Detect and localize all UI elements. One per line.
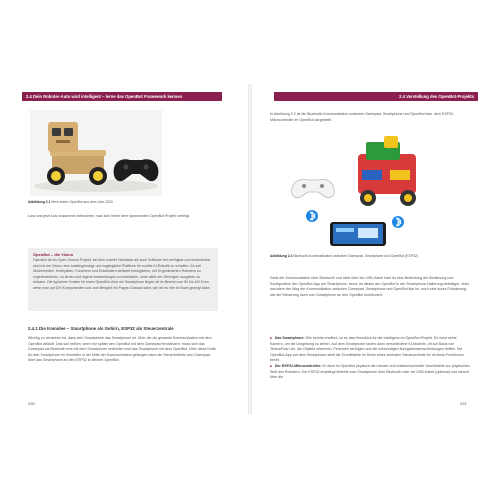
section-heading: 2.4.1 Die Komidee – Smartphone als Gehirn, ESP32 als Steuerzentrale [28, 326, 174, 331]
left-page [0, 84, 248, 414]
infobox-title: OpenBot – die Vision [33, 252, 74, 257]
bullet-text: Er dient im OpenBot physisch als robuste und reaktionsschnelle Schnittstelle zur physischen Welt des Roboters. Der ESP32 empfängt Befehle vom Smartphone über Bluetooth oder ein USB-Kabel (optional) und steuert über die [270, 363, 470, 380]
page-number-left: 290 [28, 401, 35, 406]
openbot-photo [30, 110, 162, 196]
figure-2-1-caption [28, 200, 218, 205]
left-page-header: 2.4 Dein Roboter-Auto wird intelligent – lerne das OpenBot Framework kennen [22, 92, 222, 101]
intro-paragraph: Lass uns jetzt kurz zusammen betrachten, was sich hinter dem spannenden OpenBot Projekt verbirgt. [28, 214, 191, 218]
infobox-text: OpenBot ist ein Open-Source-Projekt, bei dem sowohl Hardware als auch Software frei verfügbar und veränderbar sind mit der Vision, eine kostengünstige und zugängliche Plattform für mobile KI-Robotik zu schaffen. Es soll Studierenden, Hobbyisten, Forschern und Entwicklern weltweit ermöglichen, mit KI-gesteuerten Robotern zu experimentieren, zu lernen und eigene Anwendungen zu entwickeln, ohne dafür ein Vermögen ausgeben zu müssen. Die typischen Kosten für einen OpenBot ohne ein Smartphone liegen oft im Bereich von 50 bis 100 Euro, wenn man auf DIY-Komponenten und zum Beispiel ein Pappe-Chassis setzt, wie ich es hier im Buch gezeigt habe. [33, 258, 211, 290]
figure-caption-text: Bluetooth-Kommunikation zwischen Gamepad, Smartphone und OpenBot (ESP32) [293, 254, 418, 258]
bluetooth-icon [306, 210, 318, 222]
bluetooth-communication-illustration [286, 132, 446, 250]
right-page-header: 2.4 Vorstellung des OpenBot-Projekts [274, 92, 478, 101]
bullet-label: Der ESP32-Mikrocontroller: [274, 363, 322, 368]
section-paragraph: Wichtig zu verstehen ist, dass dein Smartphone das Smartphone ist. Über die die gesamte Kommunikation mit dem OpenBot abläuft. Das soll heißen, wenn wir später den OpenBot mit dem Gamepad fernsteuern, muss sich das Gamepad via Bluetooth erst mit dem Smartphone verbinden und das Smartphone mit dem OpenBot. Über diese Kette ist dein Smartphone im Vermittler in der Mitte der Kommunikation gelangen dann die Steuerbefehle vom Gamepad über das Smartphone an den ESP32 in deinem OpenBot. [28, 336, 216, 363]
vision-infobox [28, 248, 218, 311]
figure-caption-label: Abbildung 2.2 [270, 254, 293, 258]
right-intro-paragraph: In Abbildung 2.2 ist die Bluetooth-Kommunikation zwischen Gamepad, Smartphone und OpenBot bzw. dem ESP32-Mikrocontroller im OpenBot dargestellt. [270, 112, 455, 122]
figure-2-2-caption [270, 254, 470, 259]
right-page [252, 84, 500, 414]
bluetooth-icon [392, 216, 404, 228]
bullet-text: Wie bereits erwähnt, ist es das Herzstück für die Intelligenz im OpenBot-Projekt. Es nutzt seine Kamera, um die Umgebung zu sehen. Auf dem Smartphone laufen dann verschiedene KI-Modelle, oft auf Basis von TensorFlow Lite, die Objekte erkennen, Personen verfolgen und die notwendigen Navigationsentscheidungen treffen. Die OpenBot-App auf dem Smartphone stellt die Schnittstelle im Sinne eines zentralen Steuerzentrale für all diese Funktionen bereit. [270, 336, 464, 363]
right-body-paragraph: Dank der Kommunikation über Bluetooth und nicht über ein USB-Kabel hast du eine Bedeutung der Bedienung und Konfiguration der OpenBot-App am Smartphone, bevor du dieses am OpenBot in der Smartphone-Halterung befestigst. Jetzt, nachdem der Weg der Kommunikation zwischen Gamepad, Smartphone und OpenBot klar ist, noch eine kurze Erläuterung, wie die Steuerung dann vom Smartphone an den OpenBot funktioniert. [270, 276, 470, 297]
page-number-right: 291 [460, 401, 467, 406]
figure-caption-text: Mein erster OpenBot aus dem Jahr 2020 [51, 200, 113, 204]
list-item [270, 364, 470, 381]
bullet-label: Das Smartphone: [274, 336, 305, 340]
bullet-list [270, 336, 470, 398]
figure-caption-label: Abbildung 2.1 [28, 200, 51, 204]
list-item [270, 336, 470, 364]
